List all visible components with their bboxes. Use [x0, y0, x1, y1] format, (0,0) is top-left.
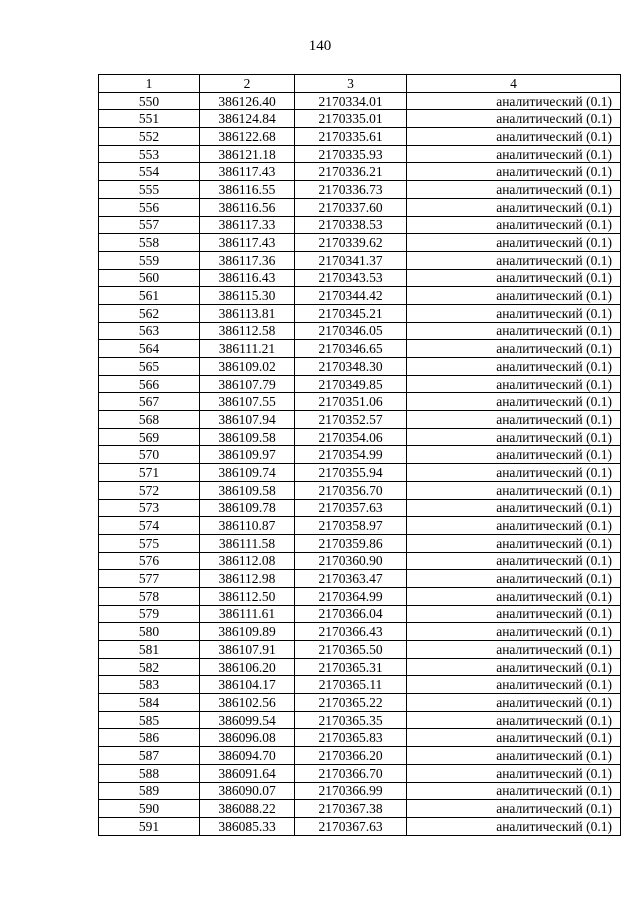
- point-number-cell: 569: [99, 428, 200, 446]
- table-row: [99, 446, 621, 464]
- y-coordinate-cell: 2170341.37: [295, 251, 407, 269]
- method-cell: аналитический (0.1): [407, 428, 621, 446]
- table-row: [99, 110, 621, 128]
- point-number-cell: 553: [99, 145, 200, 163]
- table-row: [99, 729, 621, 747]
- method-cell: аналитический (0.1): [407, 623, 621, 641]
- point-number-cell: 583: [99, 676, 200, 694]
- table-row: [99, 747, 621, 765]
- method-cell: аналитический (0.1): [407, 747, 621, 765]
- point-number-cell: 552: [99, 128, 200, 146]
- point-number-cell: 573: [99, 499, 200, 517]
- x-coordinate-cell: 386096.08: [200, 729, 295, 747]
- point-number-cell: 579: [99, 605, 200, 623]
- table-row: [99, 234, 621, 252]
- x-coordinate-cell: 386104.17: [200, 676, 295, 694]
- table-row: [99, 128, 621, 146]
- x-coordinate-cell: 386107.55: [200, 393, 295, 411]
- x-coordinate-cell: 386107.79: [200, 375, 295, 393]
- x-coordinate-cell: 386124.84: [200, 110, 295, 128]
- x-coordinate-cell: 386117.43: [200, 234, 295, 252]
- table-row: [99, 340, 621, 358]
- y-coordinate-cell: 2170334.01: [295, 92, 407, 110]
- method-cell: аналитический (0.1): [407, 817, 621, 835]
- x-coordinate-cell: 386111.58: [200, 534, 295, 552]
- point-number-cell: 565: [99, 358, 200, 376]
- x-coordinate-cell: 386111.61: [200, 605, 295, 623]
- point-number-cell: 568: [99, 411, 200, 429]
- point-number-cell: 557: [99, 216, 200, 234]
- table-row: [99, 304, 621, 322]
- method-cell: аналитический (0.1): [407, 464, 621, 482]
- x-coordinate-cell: 386111.21: [200, 340, 295, 358]
- method-cell: аналитический (0.1): [407, 163, 621, 181]
- coordinates-table: [98, 74, 621, 836]
- table-row: [99, 570, 621, 588]
- y-coordinate-cell: 2170352.57: [295, 411, 407, 429]
- point-number-cell: 563: [99, 322, 200, 340]
- table-row: [99, 322, 621, 340]
- y-coordinate-cell: 2170365.31: [295, 658, 407, 676]
- x-coordinate-cell: 386109.58: [200, 481, 295, 499]
- table-row: [99, 711, 621, 729]
- x-coordinate-cell: 386106.20: [200, 658, 295, 676]
- table-row: [99, 428, 621, 446]
- x-coordinate-cell: 386112.98: [200, 570, 295, 588]
- column-header-4: 4: [407, 75, 621, 93]
- x-coordinate-cell: 386121.18: [200, 145, 295, 163]
- column-header-1: 1: [99, 75, 200, 93]
- point-number-cell: 550: [99, 92, 200, 110]
- x-coordinate-cell: 386116.56: [200, 198, 295, 216]
- table-row: [99, 464, 621, 482]
- table-header-row: [99, 75, 621, 93]
- x-coordinate-cell: 386090.07: [200, 782, 295, 800]
- y-coordinate-cell: 2170338.53: [295, 216, 407, 234]
- x-coordinate-cell: 386107.94: [200, 411, 295, 429]
- page-number: 140: [308, 38, 332, 54]
- y-coordinate-cell: 2170336.21: [295, 163, 407, 181]
- method-cell: аналитический (0.1): [407, 340, 621, 358]
- point-number-cell: 566: [99, 375, 200, 393]
- point-number-cell: 556: [99, 198, 200, 216]
- x-coordinate-cell: 386117.36: [200, 251, 295, 269]
- y-coordinate-cell: 2170345.21: [295, 304, 407, 322]
- point-number-cell: 588: [99, 764, 200, 782]
- point-number-cell: 584: [99, 694, 200, 712]
- point-number-cell: 567: [99, 393, 200, 411]
- y-coordinate-cell: 2170337.60: [295, 198, 407, 216]
- method-cell: аналитический (0.1): [407, 534, 621, 552]
- table-row: [99, 800, 621, 818]
- x-coordinate-cell: 386085.33: [200, 817, 295, 835]
- method-cell: аналитический (0.1): [407, 446, 621, 464]
- point-number-cell: 576: [99, 552, 200, 570]
- point-number-cell: 582: [99, 658, 200, 676]
- method-cell: аналитический (0.1): [407, 676, 621, 694]
- method-cell: аналитический (0.1): [407, 393, 621, 411]
- point-number-cell: 558: [99, 234, 200, 252]
- table-row: [99, 269, 621, 287]
- y-coordinate-cell: 2170346.65: [295, 340, 407, 358]
- point-number-cell: 585: [99, 711, 200, 729]
- method-cell: аналитический (0.1): [407, 587, 621, 605]
- point-number-cell: 580: [99, 623, 200, 641]
- y-coordinate-cell: 2170365.11: [295, 676, 407, 694]
- table-row: [99, 517, 621, 535]
- x-coordinate-cell: 386113.81: [200, 304, 295, 322]
- point-number-cell: 570: [99, 446, 200, 464]
- method-cell: аналитический (0.1): [407, 411, 621, 429]
- column-header-2: 2: [200, 75, 295, 93]
- y-coordinate-cell: 2170360.90: [295, 552, 407, 570]
- x-coordinate-cell: 386116.43: [200, 269, 295, 287]
- point-number-cell: 587: [99, 747, 200, 765]
- x-coordinate-cell: 386109.89: [200, 623, 295, 641]
- point-number-cell: 590: [99, 800, 200, 818]
- table-row: [99, 782, 621, 800]
- x-coordinate-cell: 386109.78: [200, 499, 295, 517]
- table-row: [99, 623, 621, 641]
- y-coordinate-cell: 2170366.99: [295, 782, 407, 800]
- method-cell: аналитический (0.1): [407, 499, 621, 517]
- x-coordinate-cell: 386109.02: [200, 358, 295, 376]
- x-coordinate-cell: 386109.74: [200, 464, 295, 482]
- table-row: [99, 287, 621, 305]
- method-cell: аналитический (0.1): [407, 517, 621, 535]
- point-number-cell: 575: [99, 534, 200, 552]
- y-coordinate-cell: 2170343.53: [295, 269, 407, 287]
- y-coordinate-cell: 2170335.93: [295, 145, 407, 163]
- x-coordinate-cell: 386112.58: [200, 322, 295, 340]
- point-number-cell: 562: [99, 304, 200, 322]
- method-cell: аналитический (0.1): [407, 304, 621, 322]
- table-row: [99, 499, 621, 517]
- y-coordinate-cell: 2170354.06: [295, 428, 407, 446]
- x-coordinate-cell: 386102.56: [200, 694, 295, 712]
- point-number-cell: 551: [99, 110, 200, 128]
- y-coordinate-cell: 2170365.50: [295, 641, 407, 659]
- table-row: [99, 817, 621, 835]
- method-cell: аналитический (0.1): [407, 269, 621, 287]
- x-coordinate-cell: 386109.58: [200, 428, 295, 446]
- table-row: [99, 481, 621, 499]
- point-number-cell: 581: [99, 641, 200, 659]
- method-cell: аналитический (0.1): [407, 729, 621, 747]
- y-coordinate-cell: 2170349.85: [295, 375, 407, 393]
- method-cell: аналитический (0.1): [407, 234, 621, 252]
- x-coordinate-cell: 386110.87: [200, 517, 295, 535]
- x-coordinate-cell: 386099.54: [200, 711, 295, 729]
- method-cell: аналитический (0.1): [407, 570, 621, 588]
- point-number-cell: 591: [99, 817, 200, 835]
- point-number-cell: 572: [99, 481, 200, 499]
- method-cell: аналитический (0.1): [407, 128, 621, 146]
- method-cell: аналитический (0.1): [407, 216, 621, 234]
- method-cell: аналитический (0.1): [407, 110, 621, 128]
- y-coordinate-cell: 2170366.70: [295, 764, 407, 782]
- method-cell: аналитический (0.1): [407, 641, 621, 659]
- point-number-cell: 577: [99, 570, 200, 588]
- table-row: [99, 358, 621, 376]
- y-coordinate-cell: 2170348.30: [295, 358, 407, 376]
- y-coordinate-cell: 2170366.04: [295, 605, 407, 623]
- table-row: [99, 764, 621, 782]
- column-header-3: 3: [295, 75, 407, 93]
- method-cell: аналитический (0.1): [407, 358, 621, 376]
- point-number-cell: 589: [99, 782, 200, 800]
- method-cell: аналитический (0.1): [407, 711, 621, 729]
- table-row: [99, 251, 621, 269]
- table-row: [99, 145, 621, 163]
- method-cell: аналитический (0.1): [407, 764, 621, 782]
- point-number-cell: 560: [99, 269, 200, 287]
- x-coordinate-cell: 386115.30: [200, 287, 295, 305]
- y-coordinate-cell: 2170367.38: [295, 800, 407, 818]
- point-number-cell: 559: [99, 251, 200, 269]
- table-row: [99, 694, 621, 712]
- y-coordinate-cell: 2170351.06: [295, 393, 407, 411]
- method-cell: аналитический (0.1): [407, 552, 621, 570]
- x-coordinate-cell: 386117.43: [200, 163, 295, 181]
- point-number-cell: 561: [99, 287, 200, 305]
- method-cell: аналитический (0.1): [407, 322, 621, 340]
- table-row: [99, 216, 621, 234]
- table-row: [99, 605, 621, 623]
- y-coordinate-cell: 2170359.86: [295, 534, 407, 552]
- y-coordinate-cell: 2170366.43: [295, 623, 407, 641]
- x-coordinate-cell: 386112.50: [200, 587, 295, 605]
- y-coordinate-cell: 2170346.05: [295, 322, 407, 340]
- table-row: [99, 181, 621, 199]
- y-coordinate-cell: 2170335.01: [295, 110, 407, 128]
- table-row: [99, 163, 621, 181]
- x-coordinate-cell: 386109.97: [200, 446, 295, 464]
- table-row: [99, 676, 621, 694]
- table-row: [99, 587, 621, 605]
- y-coordinate-cell: 2170365.83: [295, 729, 407, 747]
- x-coordinate-cell: 386117.33: [200, 216, 295, 234]
- method-cell: аналитический (0.1): [407, 658, 621, 676]
- x-coordinate-cell: 386107.91: [200, 641, 295, 659]
- table-row: [99, 92, 621, 110]
- y-coordinate-cell: 2170354.99: [295, 446, 407, 464]
- x-coordinate-cell: 386122.68: [200, 128, 295, 146]
- table-row: [99, 411, 621, 429]
- table-row: [99, 658, 621, 676]
- x-coordinate-cell: 386094.70: [200, 747, 295, 765]
- point-number-cell: 554: [99, 163, 200, 181]
- y-coordinate-cell: 2170363.47: [295, 570, 407, 588]
- method-cell: аналитический (0.1): [407, 694, 621, 712]
- method-cell: аналитический (0.1): [407, 481, 621, 499]
- point-number-cell: 586: [99, 729, 200, 747]
- method-cell: аналитический (0.1): [407, 251, 621, 269]
- x-coordinate-cell: 386126.40: [200, 92, 295, 110]
- method-cell: аналитический (0.1): [407, 375, 621, 393]
- y-coordinate-cell: 2170364.99: [295, 587, 407, 605]
- x-coordinate-cell: 386088.22: [200, 800, 295, 818]
- y-coordinate-cell: 2170336.73: [295, 181, 407, 199]
- table-row: [99, 534, 621, 552]
- y-coordinate-cell: 2170357.63: [295, 499, 407, 517]
- x-coordinate-cell: 386091.64: [200, 764, 295, 782]
- x-coordinate-cell: 386116.55: [200, 181, 295, 199]
- table-row: [99, 552, 621, 570]
- method-cell: аналитический (0.1): [407, 782, 621, 800]
- method-cell: аналитический (0.1): [407, 181, 621, 199]
- table-row: [99, 641, 621, 659]
- method-cell: аналитический (0.1): [407, 287, 621, 305]
- y-coordinate-cell: 2170367.63: [295, 817, 407, 835]
- y-coordinate-cell: 2170358.97: [295, 517, 407, 535]
- table-row: [99, 375, 621, 393]
- point-number-cell: 574: [99, 517, 200, 535]
- y-coordinate-cell: 2170355.94: [295, 464, 407, 482]
- table-body: [99, 92, 621, 835]
- method-cell: аналитический (0.1): [407, 198, 621, 216]
- method-cell: аналитический (0.1): [407, 605, 621, 623]
- point-number-cell: 555: [99, 181, 200, 199]
- method-cell: аналитический (0.1): [407, 145, 621, 163]
- y-coordinate-cell: 2170335.61: [295, 128, 407, 146]
- y-coordinate-cell: 2170365.35: [295, 711, 407, 729]
- y-coordinate-cell: 2170356.70: [295, 481, 407, 499]
- y-coordinate-cell: 2170366.20: [295, 747, 407, 765]
- y-coordinate-cell: 2170339.62: [295, 234, 407, 252]
- y-coordinate-cell: 2170365.22: [295, 694, 407, 712]
- method-cell: аналитический (0.1): [407, 92, 621, 110]
- point-number-cell: 578: [99, 587, 200, 605]
- y-coordinate-cell: 2170344.42: [295, 287, 407, 305]
- table-row: [99, 393, 621, 411]
- method-cell: аналитический (0.1): [407, 800, 621, 818]
- x-coordinate-cell: 386112.08: [200, 552, 295, 570]
- table-row: [99, 198, 621, 216]
- point-number-cell: 564: [99, 340, 200, 358]
- point-number-cell: 571: [99, 464, 200, 482]
